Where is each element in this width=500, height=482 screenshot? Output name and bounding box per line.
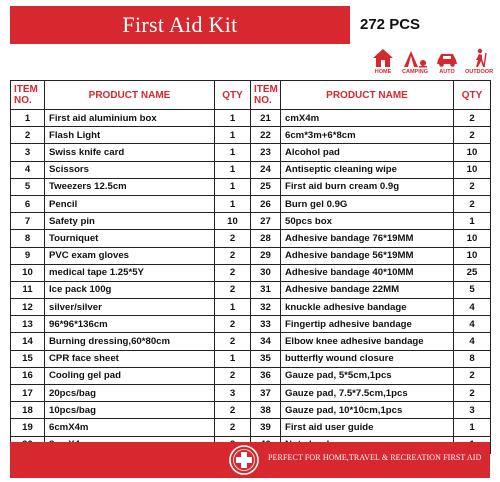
item-number: 25: [251, 178, 281, 195]
product-name: cmX4m: [281, 110, 454, 127]
quantity: 1: [215, 144, 251, 161]
item-number: 8: [11, 230, 45, 247]
table-body: [11, 110, 491, 454]
quantity: 2: [454, 110, 491, 127]
car-icon: [435, 48, 459, 68]
product-name: PVC exam gloves: [45, 247, 215, 264]
house-icon: [372, 48, 394, 68]
title-banner: [10, 6, 350, 44]
usage-outdoor: [464, 48, 494, 75]
product-name: 96*96*136cm: [45, 316, 215, 333]
medical-cross-badge-icon: [226, 444, 262, 476]
product-name-header: PRODUCT NAME: [45, 81, 215, 110]
product-name: Ice pack 100g: [45, 281, 215, 298]
qty-header: QTY: [454, 81, 491, 110]
quantity: 5: [454, 281, 491, 298]
quantity: 1: [215, 299, 251, 316]
item-number: 16: [11, 367, 45, 384]
quantity: 3: [454, 402, 491, 419]
item-number: 29: [251, 247, 281, 264]
quantity: 2: [454, 178, 491, 195]
product-name-header: PRODUCT NAME: [281, 81, 454, 110]
item-number: 36: [251, 367, 281, 384]
table-row: [11, 127, 491, 144]
quantity: 2: [454, 385, 491, 402]
quantity: 4: [454, 333, 491, 350]
table-row: [11, 144, 491, 161]
product-name: Adhesive bandage 22MM: [281, 281, 454, 298]
quantity: 10: [215, 213, 251, 230]
item-number: 35: [251, 350, 281, 367]
quantity: 1: [454, 213, 491, 230]
quantity: 2: [454, 367, 491, 384]
table-row: [11, 316, 491, 333]
item-number: 7: [11, 213, 45, 230]
product-name: Adhesive bandage 56*19MM: [281, 247, 454, 264]
item-number: 19: [11, 419, 45, 436]
product-name: Safety pin: [45, 213, 215, 230]
item-number: 23: [251, 144, 281, 161]
page-title: First Aid Kit: [122, 12, 238, 37]
item-number: 6: [11, 195, 45, 212]
table-row: [11, 247, 491, 264]
quantity: 4: [454, 316, 491, 333]
item-number: 32: [251, 299, 281, 316]
table-row: [11, 350, 491, 367]
product-name: First aid user guide: [281, 419, 454, 436]
product-name: Gauze pad, 7.5*7.5cm,1pcs: [281, 385, 454, 402]
table-row: [11, 178, 491, 195]
quantity: 10: [454, 144, 491, 161]
hiker-icon: [468, 48, 490, 68]
table-row: [11, 213, 491, 230]
quantity: 10: [454, 247, 491, 264]
product-name: First aid burn cream 0.9g: [281, 178, 454, 195]
usage-home: [368, 48, 398, 75]
usage-auto-label: AUTO: [439, 69, 455, 75]
quantity: 2: [215, 333, 251, 350]
item-number: 21: [251, 110, 281, 127]
product-name: butterfly wound closure: [281, 350, 454, 367]
product-name: Burn gel 0.9G: [281, 195, 454, 212]
quantity: 1: [215, 178, 251, 195]
quantity: 3: [215, 385, 251, 402]
quantity: 1: [215, 350, 251, 367]
table-row: [11, 161, 491, 178]
item-number: 15: [11, 350, 45, 367]
product-name: First aid aluminium box: [45, 110, 215, 127]
item-number: 9: [11, 247, 45, 264]
quantity: 25: [454, 264, 491, 281]
product-name: Elbow knee adhesive bandage: [281, 333, 454, 350]
table-row: [11, 299, 491, 316]
item-number: 27: [251, 213, 281, 230]
usage-home-label: HOME: [374, 69, 392, 75]
piece-count: 272 PCS: [360, 16, 421, 33]
item-number: 30: [251, 264, 281, 281]
product-name: Antiseptic cleaning wipe: [281, 161, 454, 178]
product-name: 10pcs/bag: [45, 402, 215, 419]
item-no-header: ITEM NO.: [251, 81, 281, 110]
quantity: 2: [215, 264, 251, 281]
item-number: 14: [11, 333, 45, 350]
item-number: 26: [251, 195, 281, 212]
item-number: 5: [11, 178, 45, 195]
table-row: [11, 333, 491, 350]
quantity: 1: [215, 161, 251, 178]
tent-icon: [403, 48, 427, 68]
product-name: Swiss knife card: [45, 144, 215, 161]
usage-auto: [432, 48, 462, 75]
product-name: Alcohol pad: [281, 144, 454, 161]
table-header-row: [11, 81, 491, 110]
item-number: 4: [11, 161, 45, 178]
item-number: 1: [11, 110, 45, 127]
item-number: 12: [11, 299, 45, 316]
product-name: Adhesive bandage 40*10MM: [281, 264, 454, 281]
item-number: 34: [251, 333, 281, 350]
item-number: 31: [251, 281, 281, 298]
item-number: 17: [11, 385, 45, 402]
item-number: 18: [11, 402, 45, 419]
product-name: Scissors: [45, 161, 215, 178]
quantity: 1: [454, 419, 491, 436]
quantity: 1: [215, 195, 251, 212]
table-row: [11, 385, 491, 402]
table-row: [11, 230, 491, 247]
product-name: Gauze pad, 5*5cm,1pcs: [281, 367, 454, 384]
product-name: Cooling gel pad: [45, 367, 215, 384]
quantity: 1: [215, 110, 251, 127]
item-number: 37: [251, 385, 281, 402]
product-name: 20pcs/bag: [45, 385, 215, 402]
quantity: 10: [454, 230, 491, 247]
item-number: 38: [251, 402, 281, 419]
item-number: 2: [11, 127, 45, 144]
item-number: 3: [11, 144, 45, 161]
quantity: 8: [454, 350, 491, 367]
product-name: Flash Light: [45, 127, 215, 144]
item-number: 13: [11, 316, 45, 333]
table-row: [11, 367, 491, 384]
quantity: 4: [454, 299, 491, 316]
table-row: [11, 110, 491, 127]
item-number: 10: [11, 264, 45, 281]
product-name: Pencil: [45, 195, 215, 212]
product-name: Tweezers 12.5cm: [45, 178, 215, 195]
table-row: [11, 195, 491, 212]
footer-tagline: PERFECT FOR HOME,TRAVEL & RECREATION FIRST AID: [268, 453, 482, 462]
product-name: Fingertip adhesive bandage: [281, 316, 454, 333]
usage-camping-label: CAMPING: [402, 69, 428, 75]
item-number: 28: [251, 230, 281, 247]
contents-table: [10, 80, 491, 454]
quantity: 2: [215, 230, 251, 247]
usage-outdoor-label: OUTDOOR: [464, 69, 494, 75]
item-number: 33: [251, 316, 281, 333]
table-row: [11, 419, 491, 436]
quantity: 2: [215, 247, 251, 264]
product-name: 6cmX4m: [45, 419, 215, 436]
product-name: Adhesive bandage 76*19MM: [281, 230, 454, 247]
item-number: 22: [251, 127, 281, 144]
item-number: 24: [251, 161, 281, 178]
usage-icons: [368, 48, 494, 78]
quantity: 2: [215, 281, 251, 298]
usage-camping: [400, 48, 430, 75]
table-row: [11, 281, 491, 298]
item-number: 11: [11, 281, 45, 298]
quantity: 2: [215, 316, 251, 333]
quantity: 2: [215, 402, 251, 419]
product-name: 50pcs box: [281, 213, 454, 230]
product-name: 6cm*3m+6*8cm: [281, 127, 454, 144]
table-row: [11, 264, 491, 281]
item-number: 39: [251, 419, 281, 436]
product-name: silver/silver: [45, 299, 215, 316]
table-row: [11, 402, 491, 419]
product-name: Burning dressing,60*80cm: [45, 333, 215, 350]
product-name: medical tape 1.25*5Y: [45, 264, 215, 281]
quantity: 1: [215, 127, 251, 144]
quantity: 2: [215, 367, 251, 384]
item-no-header: ITEM NO.: [11, 81, 45, 110]
product-name: CPR face sheet: [45, 350, 215, 367]
product-name: Tourniquet: [45, 230, 215, 247]
quantity: 2: [215, 419, 251, 436]
quantity: 2: [454, 127, 491, 144]
product-name: knuckle adhesive bandage: [281, 299, 454, 316]
quantity: 2: [454, 195, 491, 212]
product-name: Gauze pad, 10*10cm,1pcs: [281, 402, 454, 419]
quantity: 10: [454, 161, 491, 178]
qty-header: QTY: [215, 81, 251, 110]
